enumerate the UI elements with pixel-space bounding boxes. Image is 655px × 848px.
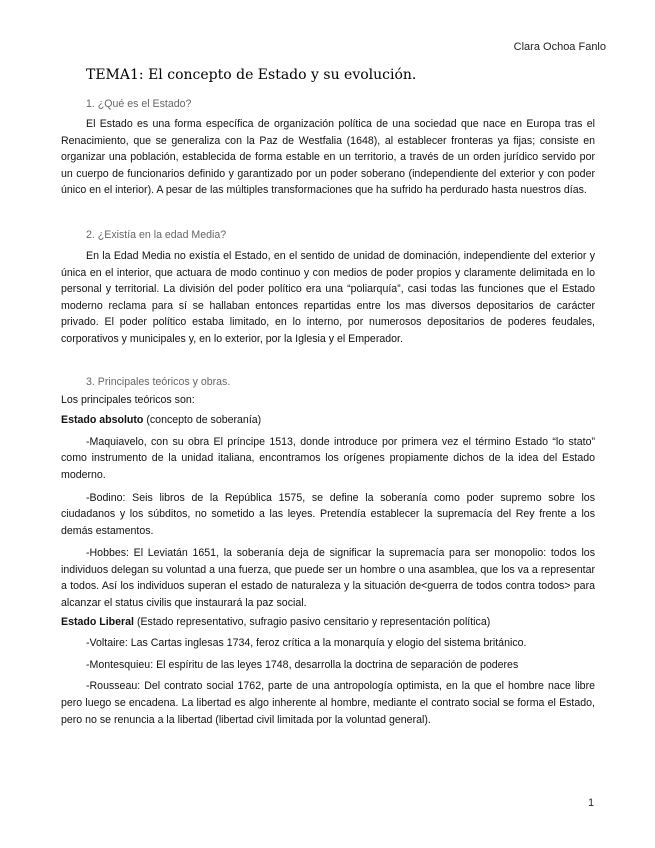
page-number: 1	[588, 797, 594, 809]
absolute-state-note: (concepto de soberanía)	[143, 414, 262, 427]
section-3-heading: 3. Principales teóricos y obras.	[86, 375, 231, 388]
section-2-heading: 2. ¿Existía en la edad Media?	[86, 228, 227, 241]
section-1-paragraph: El Estado es una forma específica de organización política de una sociedad que nace en Europa tras el Renacimiento, que se generaliza con la Paz de Westfalia (1648), al establecer fronteras ya fijas; consiste en organizar una población, establecida de forma estable en un territorio, a través de un orden jurídico servido por un cuerpo de funcionarios definido y garantizado por un poder soberano (independiente del exterior y con poder único en el interior). A pesar de las múltiples transformaciones que ha sufrido ha perdurado hasta nuestros días.	[61, 118, 595, 197]
document-body	[61, 96, 595, 728]
liberal-state-note: (Estado representativo, sufragio pasivo censitario y representación política)	[134, 615, 491, 628]
document-title: TEMA1: El concepto de Estado y su evolución.	[86, 67, 417, 83]
absolute-state-label: Estado absoluto	[61, 414, 144, 427]
liberal-state-line	[61, 614, 595, 631]
header-author: Clara Ochoa Fanlo	[513, 41, 606, 53]
hobbes-paragraph: -Hobbes: El Leviatán 1651, la soberanía deja de significar la supremacía para ser monopolio: todos los individuos delegan su voluntad a una fuerza, que puede ser un hombre o una asamblea, que los va a representar a todos. Así los individuos superan el estado de naturaleza y la situación de<guerra de todos contra todos> para alcanzar el status civilis que instaurará la paz social.	[61, 547, 595, 610]
liberal-state-label: Estado Liberal	[61, 615, 134, 628]
section-3-intro: Los principales teóricos son:	[61, 393, 195, 406]
bodino-paragraph: -Bodino: Seis libros de la República 1575, se define la soberanía como poder supremo sobre los ciudadanos y los súbditos, no sometido a las leyes. Pretendía establecer la supremacía del Rey frente a los demás estamentos.	[61, 491, 595, 537]
maquiavelo-paragraph: -Maquiavelo, con su obra El príncipe 1513, donde introduce por primera vez el término Estado “lo stato” como instrumento de la unidad italiana, encontramos los orígenes propiamente dichos de la idea del Estado moderno.	[61, 435, 595, 481]
voltaire-paragraph: -Voltaire: Las Cartas inglesas 1734, feroz crítica a la monarquía y elogio del sistema británico.	[86, 637, 527, 650]
section-2-paragraph: En la Edad Media no existía el Estado, en el sentido de unidad de dominación, independiente del exterior y única en el interior, que actuara de modo continuo y con medios de poder propios y claramente delimitada en lo personal y territorial. La división del poder político era una “poliarquía”, casi todas las funciones que el Estado moderno reclama para sí se hallaban entonces repartidas entre los mas diversos depositarios de carácter privado. El poder político estaba limitado, en lo interno, por numerosos depositarios de poderes feudales, corporativos y municipales y, en lo exterior, por la Iglesia y el Emperador.	[61, 249, 595, 345]
section-1-heading: 1. ¿Qué es el Estado?	[86, 98, 192, 110]
rousseau-paragraph: -Rousseau: Del contrato social 1762, parte de una antropología optimista, en la que el hombre nace libre pero luego se encadena. La libertad es algo inherente al hombre, mediante el contrato social se forma el Estado, pero no se renuncia a la libertad (libertad civil limitada por la voluntad general).	[61, 680, 595, 726]
absolute-state-line	[61, 412, 595, 429]
montesquieu-paragraph: -Montesquieu: El espíritu de las leyes 1748, desarrolla la doctrina de separación de poderes	[86, 658, 519, 671]
